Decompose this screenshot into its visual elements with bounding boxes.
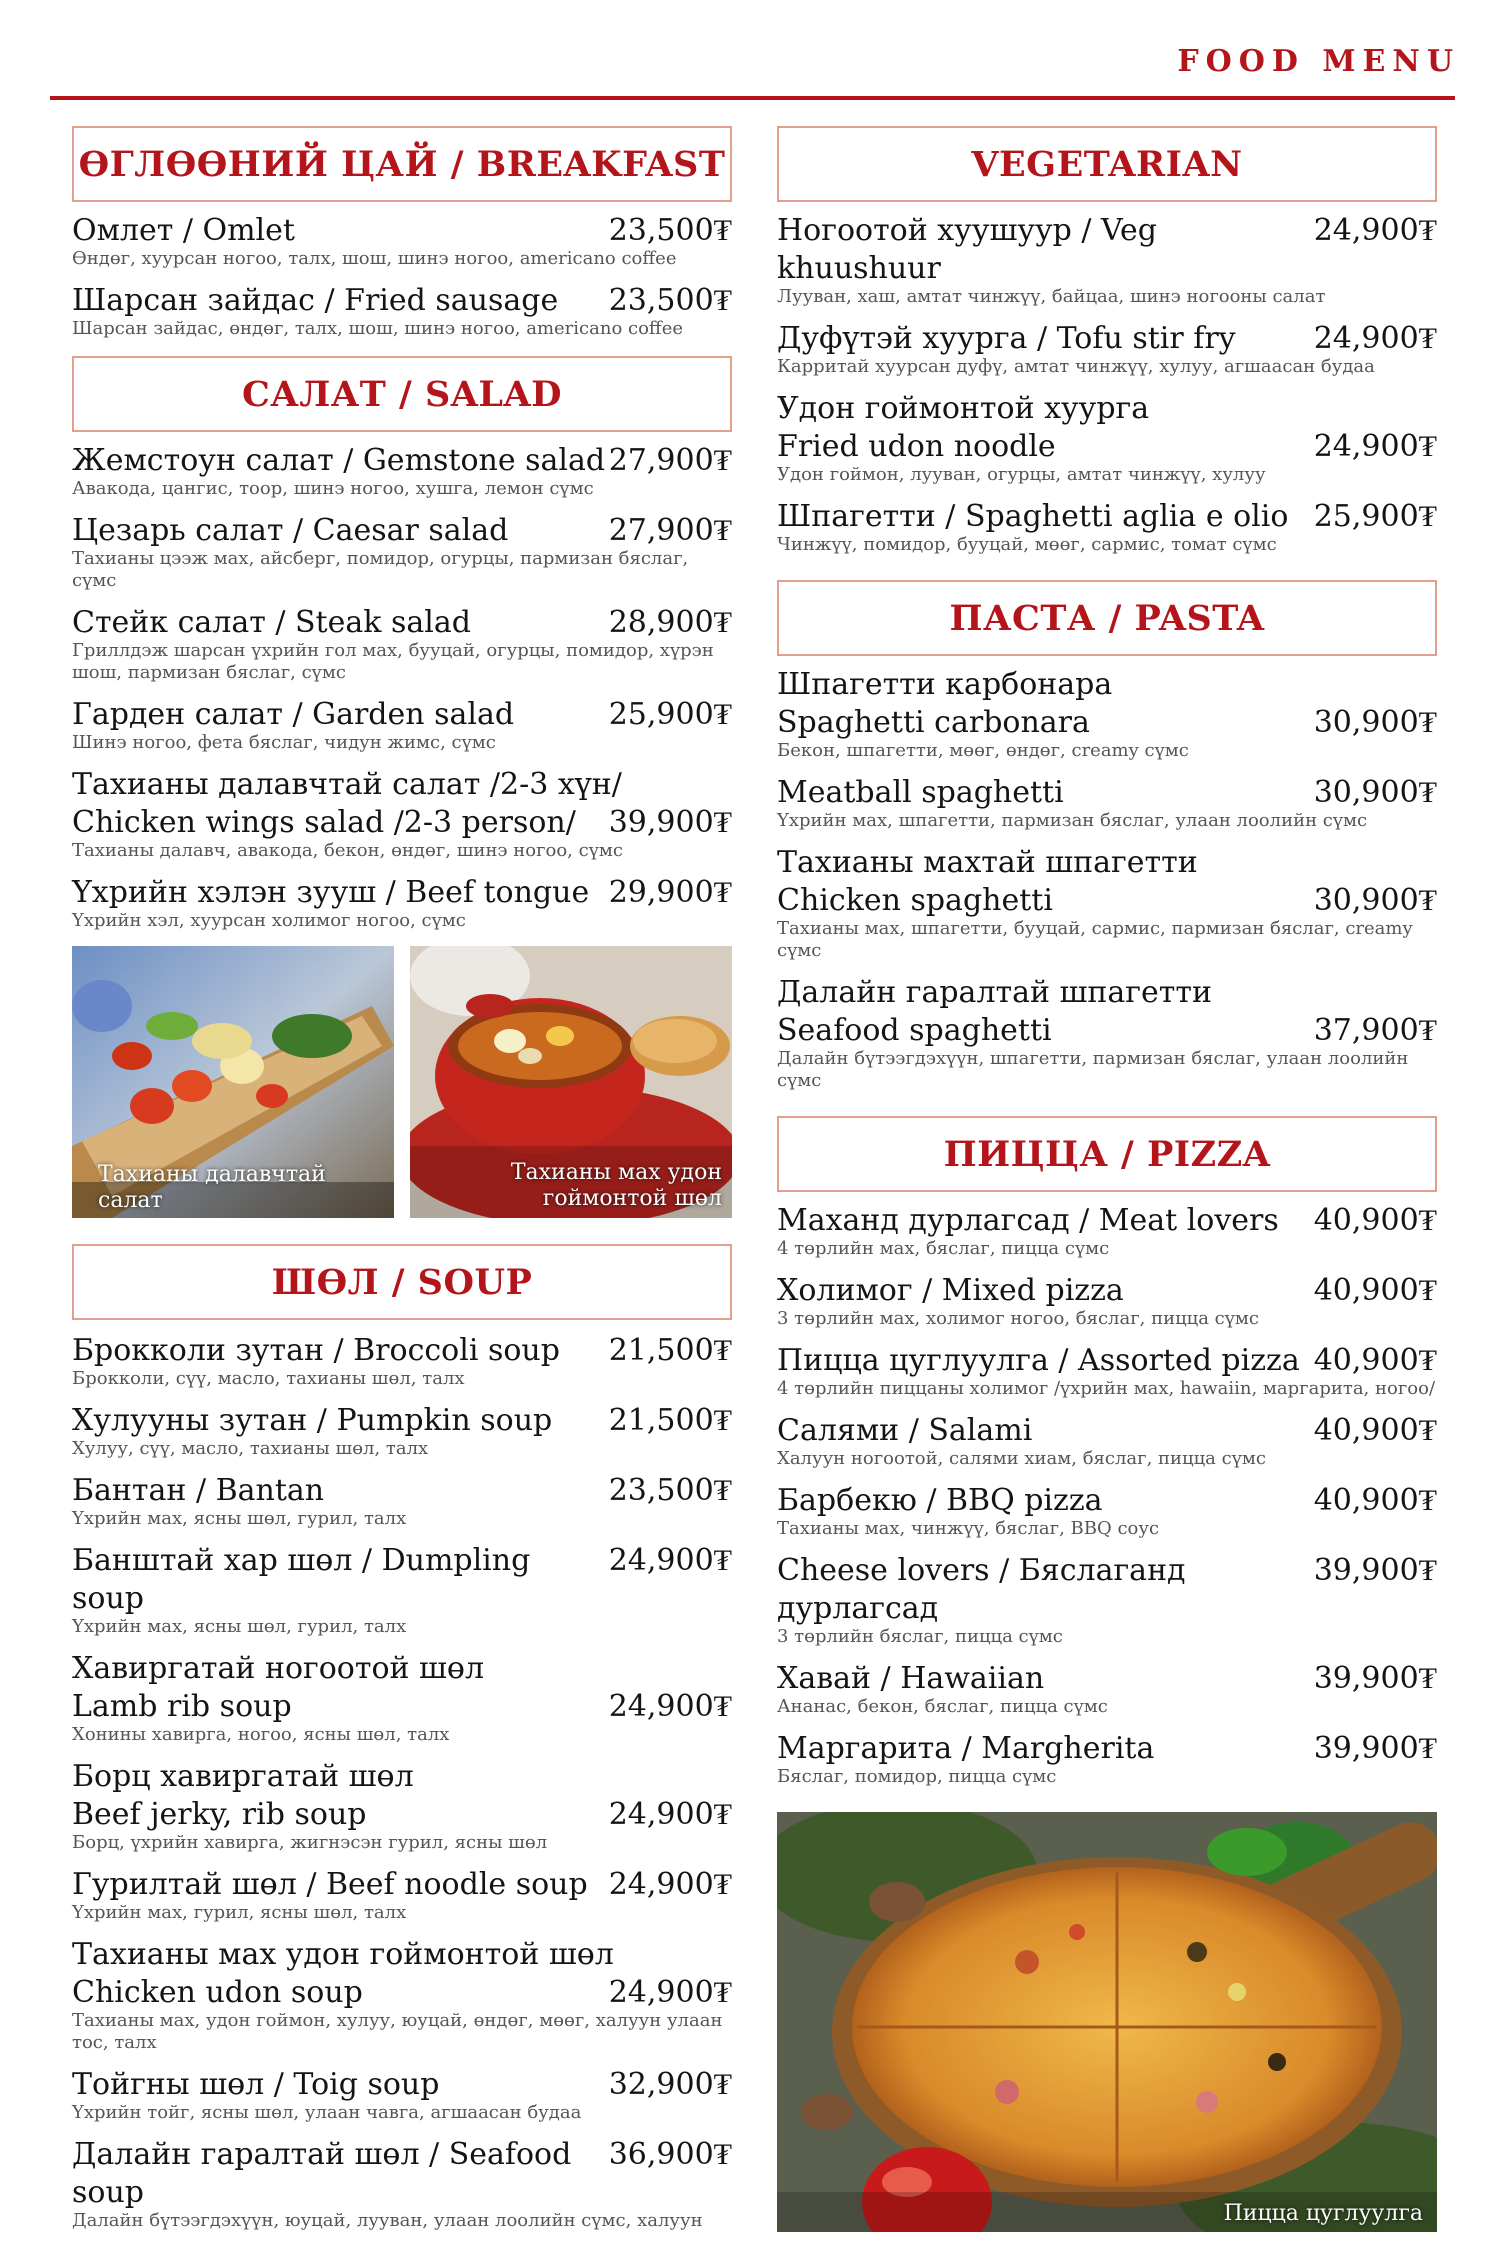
photo-caption: Пицца цуглуулга bbox=[1223, 2201, 1423, 2226]
item-description: Тахианы далавч, авакода, бекон, өндөг, шинэ ногоо, сүмс bbox=[72, 840, 623, 861]
item-description: Бяслаг, помидор, пицца сүмс bbox=[777, 1766, 1057, 1787]
header-title: FOOD MENU bbox=[1177, 44, 1460, 79]
chicken-wings-salad-photo bbox=[72, 946, 394, 1218]
item-name: Хавай / Hawaiian bbox=[777, 1661, 1045, 1696]
left-column bbox=[72, 126, 732, 2244]
section-header-salad: САЛАТ / SALAD bbox=[72, 356, 732, 432]
item-price: 32,900₮ bbox=[608, 2067, 732, 2102]
header-rule bbox=[50, 96, 1455, 100]
item-name: Beef jerky, rib soup bbox=[72, 1797, 367, 1832]
item-name: Chicken udon soup bbox=[72, 1975, 363, 2010]
section-header-breakfast: ӨГЛӨӨНИЙ ЦАЙ / BREAKFAST bbox=[72, 126, 732, 202]
menu-item bbox=[72, 1936, 732, 2054]
menu-item bbox=[72, 442, 732, 500]
item-description: Үхрийн тойг, ясны шөл, улаан чавга, агшаасан будаа bbox=[72, 2102, 582, 2123]
menu-item bbox=[72, 1650, 732, 1746]
item-name: Chicken wings salad /2-3 person/ bbox=[72, 805, 576, 840]
menu-item bbox=[777, 844, 1437, 962]
item-description: 4 төрлийн мах, бяслаг, пицца сүмс bbox=[777, 1238, 1110, 1259]
menu-item bbox=[72, 766, 732, 862]
item-price: 25,900₮ bbox=[608, 697, 732, 732]
item-description: Карритай хуурсан дуфү, амтат чинжүү, хулуу, агшаасан будаа bbox=[777, 356, 1375, 377]
item-description: Далайн бүтээгдэхүүн, шпагетти, пармизан бяслаг, улаан лоолийн сүмс bbox=[777, 1048, 1409, 1091]
item-name-local: Удон гоймонтой хуурга bbox=[777, 391, 1150, 426]
item-price: 37,900₮ bbox=[1313, 1013, 1437, 1048]
item-description: Тахианы мах, чинжүү, бяслаг, BBQ соус bbox=[777, 1518, 1160, 1539]
item-description: Шарсан зайдас, өндөг, талх, шош, шинэ ногоо, americano coffee bbox=[72, 318, 684, 339]
assorted-pizza-photo bbox=[777, 1812, 1437, 2232]
item-description: Лууван, хаш, амтат чинжүү, байцаа, шинэ ногооны салат bbox=[777, 286, 1326, 307]
item-name: Тойгны шөл / Toig soup bbox=[72, 2067, 440, 2102]
item-name: Банштай хар шөл / Dumpling soup bbox=[72, 1543, 531, 1616]
item-price: 40,900₮ bbox=[1313, 1203, 1437, 1238]
item-name: Lamb rib soup bbox=[72, 1689, 292, 1724]
breakfast-list bbox=[72, 212, 732, 340]
menu-item bbox=[777, 1202, 1437, 1260]
item-name: Цезарь салат / Caesar salad bbox=[72, 513, 509, 548]
item-name: Жемстоун салат / Gemstone salad bbox=[72, 443, 606, 478]
item-price: 29,900₮ bbox=[608, 875, 732, 910]
item-description: Тахианы мах, шпагетти, бууцай, сармис, пармизан бяслаг, creamy сүмс bbox=[777, 918, 1413, 961]
item-description: Ананас, бекон, бяслаг, пицца сүмс bbox=[777, 1696, 1108, 1717]
item-name: Гарден салат / Garden salad bbox=[72, 697, 515, 732]
chicken-udon-soup-photo bbox=[410, 946, 732, 1218]
item-description: Брокколи, сүү, масло, тахианы шөл, талх bbox=[72, 1368, 465, 1389]
item-name: Гурилтай шөл / Beef noodle soup bbox=[72, 1867, 588, 1902]
item-description: Өндөг, хуурсан ногоо, талх, шош, шинэ ногоо, americano coffee bbox=[72, 248, 677, 269]
menu-item bbox=[72, 1542, 732, 1638]
menu-item bbox=[777, 774, 1437, 832]
item-description: Хонины хавирга, ногоо, ясны шөл, талх bbox=[72, 1724, 450, 1745]
item-name: Fried udon noodle bbox=[777, 429, 1056, 464]
menu-item bbox=[72, 696, 732, 754]
item-description: Тахианы цээж мах, айсберг, помидор, огурцы, пармизан бяслаг, сүмс bbox=[72, 548, 689, 591]
item-name: Салями / Salami bbox=[777, 1413, 1033, 1448]
pasta-list bbox=[777, 666, 1437, 1092]
menu-item bbox=[72, 874, 732, 932]
menu-item bbox=[777, 666, 1437, 762]
salad-list bbox=[72, 442, 732, 932]
item-price: 21,500₮ bbox=[608, 1333, 732, 1368]
item-description: Борц, үхрийн хавирга, жигнэсэн гурил, ясны шөл bbox=[72, 1832, 548, 1853]
item-price: 24,900₮ bbox=[608, 1867, 732, 1902]
section-header-vegetarian: VEGETARIAN bbox=[777, 126, 1437, 202]
item-price: 40,900₮ bbox=[1313, 1343, 1437, 1378]
item-price: 23,500₮ bbox=[608, 283, 732, 318]
item-description: Шинэ ногоо, фета бяслаг, чидун жимс, сүмс bbox=[72, 732, 496, 753]
item-description: Үхрийн мах, гурил, ясны шөл, талх bbox=[72, 1902, 407, 1923]
item-name: Бантан / Bantan bbox=[72, 1473, 325, 1508]
item-description: Үхрийн мах, ясны шөл, гурил, талх bbox=[72, 1508, 407, 1529]
pizza-image bbox=[777, 1812, 1437, 2232]
item-name: Барбекю / BBQ pizza bbox=[777, 1483, 1103, 1518]
menu-item bbox=[72, 212, 732, 270]
section-header-pizza: ПИЦЦА / PIZZA bbox=[777, 1116, 1437, 1192]
item-name-local: Борц хавиргатай шөл bbox=[72, 1759, 414, 1794]
item-price: 25,900₮ bbox=[1313, 499, 1437, 534]
item-description: Тахианы мах, удон гоймон, хулуу, юуцай, өндөг, мөөг, халуун улаан тос, талх bbox=[72, 2010, 723, 2053]
item-description: Гриллдэж шарсан үхрийн гол мах, бууцай, огурцы, помидор, хүрэн шош, пармизан бяслаг, сүмс bbox=[72, 640, 714, 683]
menu-item bbox=[72, 282, 732, 340]
photo-caption-line: гоймонтой шөл bbox=[542, 1186, 722, 1211]
item-price: 27,900₮ bbox=[608, 443, 732, 478]
item-name: Chicken spaghetti bbox=[777, 883, 1053, 918]
item-name: Шпагетти / Spaghetti aglia e olio bbox=[777, 499, 1289, 534]
item-price: 27,900₮ bbox=[608, 513, 732, 548]
item-description: Үхрийн мах, ясны шөл, гурил, талх bbox=[72, 1616, 407, 1637]
menu-item bbox=[72, 1332, 732, 1390]
item-description: 3 төрлийн бяслаг, пицца сүмс bbox=[777, 1626, 1063, 1647]
section-header-soup: ШӨЛ / SOUP bbox=[72, 1244, 732, 1320]
item-name: Spaghetti carbonara bbox=[777, 705, 1090, 740]
item-name: Шарсан зайдас / Fried sausage bbox=[72, 283, 559, 318]
item-price: 39,900₮ bbox=[1313, 1731, 1437, 1766]
menu-item bbox=[777, 1552, 1437, 1648]
menu-item bbox=[777, 1412, 1437, 1470]
item-name: Омлет / Omlet bbox=[72, 213, 295, 248]
item-price: 23,500₮ bbox=[608, 1473, 732, 1508]
item-name: Үхрийн хэлэн зууш / Beef tongue bbox=[72, 875, 590, 910]
menu-item bbox=[777, 390, 1437, 486]
item-price: 24,900₮ bbox=[1313, 321, 1437, 356]
section-header-pasta: ПАСТА / PASTA bbox=[777, 580, 1437, 656]
menu-item bbox=[777, 974, 1437, 1092]
item-name-local: Тахианы мах удон гоймонтой шөл bbox=[72, 1937, 614, 1972]
item-price: 24,900₮ bbox=[608, 1689, 732, 1724]
item-price: 30,900₮ bbox=[1313, 705, 1437, 740]
item-name: Meatball spaghetti bbox=[777, 775, 1064, 810]
item-price: 40,900₮ bbox=[1313, 1413, 1437, 1448]
menu-item bbox=[72, 1472, 732, 1530]
menu-item bbox=[72, 2066, 732, 2124]
item-price: 24,900₮ bbox=[1313, 429, 1437, 464]
item-name: Маханд дурлагсад / Meat lovers bbox=[777, 1203, 1279, 1238]
menu-item bbox=[777, 212, 1437, 308]
item-name-local: Тахианы махтай шпагетти bbox=[777, 845, 1198, 880]
photo-caption bbox=[511, 1160, 722, 1212]
item-price: 30,900₮ bbox=[1313, 775, 1437, 810]
item-price: 39,900₮ bbox=[1313, 1661, 1437, 1696]
item-price: 39,900₮ bbox=[608, 805, 732, 840]
item-price: 21,500₮ bbox=[608, 1403, 732, 1438]
menu-item bbox=[777, 1482, 1437, 1540]
menu-item bbox=[72, 2136, 732, 2232]
menu-item bbox=[72, 604, 732, 684]
pizza-list bbox=[777, 1202, 1437, 1788]
photo-caption: Тахианы далавчтай салат bbox=[98, 1162, 326, 1213]
item-description: Удон гоймон, лууван, огурцы, амтат чинжүү, хулуу bbox=[777, 464, 1266, 485]
item-name-local: Тахианы далавчтай салат /2-3 хүн/ bbox=[72, 767, 622, 802]
item-name: Стейк салат / Steak salad bbox=[72, 605, 471, 640]
item-description: Халуун ногоотой, салями хиам, бяслаг, пицца сүмс bbox=[777, 1448, 1266, 1469]
item-price: 40,900₮ bbox=[1313, 1483, 1437, 1518]
menu-item bbox=[777, 1342, 1437, 1400]
right-column bbox=[777, 126, 1437, 2232]
item-description: Авакода, цангис, тоор, шинэ ногоо, хушга, лемон сүмс bbox=[72, 478, 594, 499]
soup-list bbox=[72, 1332, 732, 2232]
item-name: Холимог / Mixed pizza bbox=[777, 1273, 1124, 1308]
item-name: Маргарита / Margherita bbox=[777, 1731, 1155, 1766]
item-name: Seafood spaghetti bbox=[777, 1013, 1052, 1048]
item-price: 39,900₮ bbox=[1313, 1553, 1437, 1588]
photo-row bbox=[72, 946, 732, 1218]
item-description: Үхрийн хэл, хуурсан холимог ногоо, сүмс bbox=[72, 910, 466, 931]
item-description: Хулуу, сүү, масло, тахианы шөл, талх bbox=[72, 1438, 429, 1459]
item-description: Далайн бүтээгдэхүүн, юуцай, лууван, улаан лоолийн сүмс, халуун bbox=[72, 2210, 703, 2231]
menu-item bbox=[72, 1402, 732, 1460]
item-name: Ногоотой хуушуур / Veg khuushuur bbox=[777, 213, 1157, 286]
menu-item bbox=[777, 320, 1437, 378]
item-price: 28,900₮ bbox=[608, 605, 732, 640]
item-price: 23,500₮ bbox=[608, 213, 732, 248]
item-name-local: Хавиргатай ногоотой шөл bbox=[72, 1651, 485, 1686]
item-price: 24,900₮ bbox=[608, 1797, 732, 1832]
item-name: Дуфүтэй хуурга / Tofu stir fry bbox=[777, 321, 1236, 356]
item-description: Чинжүү, помидор, бууцай, мөөг, сармис, томат сүмс bbox=[777, 534, 1277, 555]
item-name: Пицца цуглуулга / Assorted pizza bbox=[777, 1343, 1300, 1378]
item-price: 30,900₮ bbox=[1313, 883, 1437, 918]
item-price: 24,900₮ bbox=[608, 1975, 732, 2010]
menu-item bbox=[777, 1730, 1437, 1788]
menu-item bbox=[72, 1866, 732, 1924]
item-description: 4 төрлийн пиццаны холимог /үхрийн мах, hawaiin, маргарита, ногоо/ bbox=[777, 1378, 1436, 1399]
item-price: 36,900₮ bbox=[608, 2137, 732, 2172]
item-name: Хулууны зутан / Pumpkin soup bbox=[72, 1403, 553, 1438]
photo-caption-line: Тахианы мах удон bbox=[510, 1160, 722, 1185]
item-name: Cheese lovers / Бяслаганд дурлагсад bbox=[777, 1553, 1186, 1626]
item-description: Бекон, шпагетти, мөөг, өндөг, creamy сүмс bbox=[777, 740, 1189, 761]
menu-item bbox=[72, 1758, 732, 1854]
item-description: 3 төрлийн мах, холимог ногоо, бяслаг, пицца сүмс bbox=[777, 1308, 1260, 1329]
item-description: Үхрийн мах, шпагетти, пармизан бяслаг, улаан лоолийн сүмс bbox=[777, 810, 1368, 831]
item-price: 40,900₮ bbox=[1313, 1273, 1437, 1308]
menu-item bbox=[72, 512, 732, 592]
item-price: 24,900₮ bbox=[608, 1543, 732, 1578]
menu-item bbox=[777, 1660, 1437, 1718]
vegetarian-list bbox=[777, 212, 1437, 556]
item-name-local: Шпагетти карбонара bbox=[777, 667, 1113, 702]
menu-item bbox=[777, 498, 1437, 556]
item-name: Далайн гаралтай шөл / Seafood soup bbox=[72, 2137, 572, 2210]
menu-item bbox=[777, 1272, 1437, 1330]
item-price: 24,900₮ bbox=[1313, 213, 1437, 248]
item-name: Брокколи зутан / Broccoli soup bbox=[72, 1333, 560, 1368]
item-name-local: Далайн гаралтай шпагетти bbox=[777, 975, 1212, 1010]
